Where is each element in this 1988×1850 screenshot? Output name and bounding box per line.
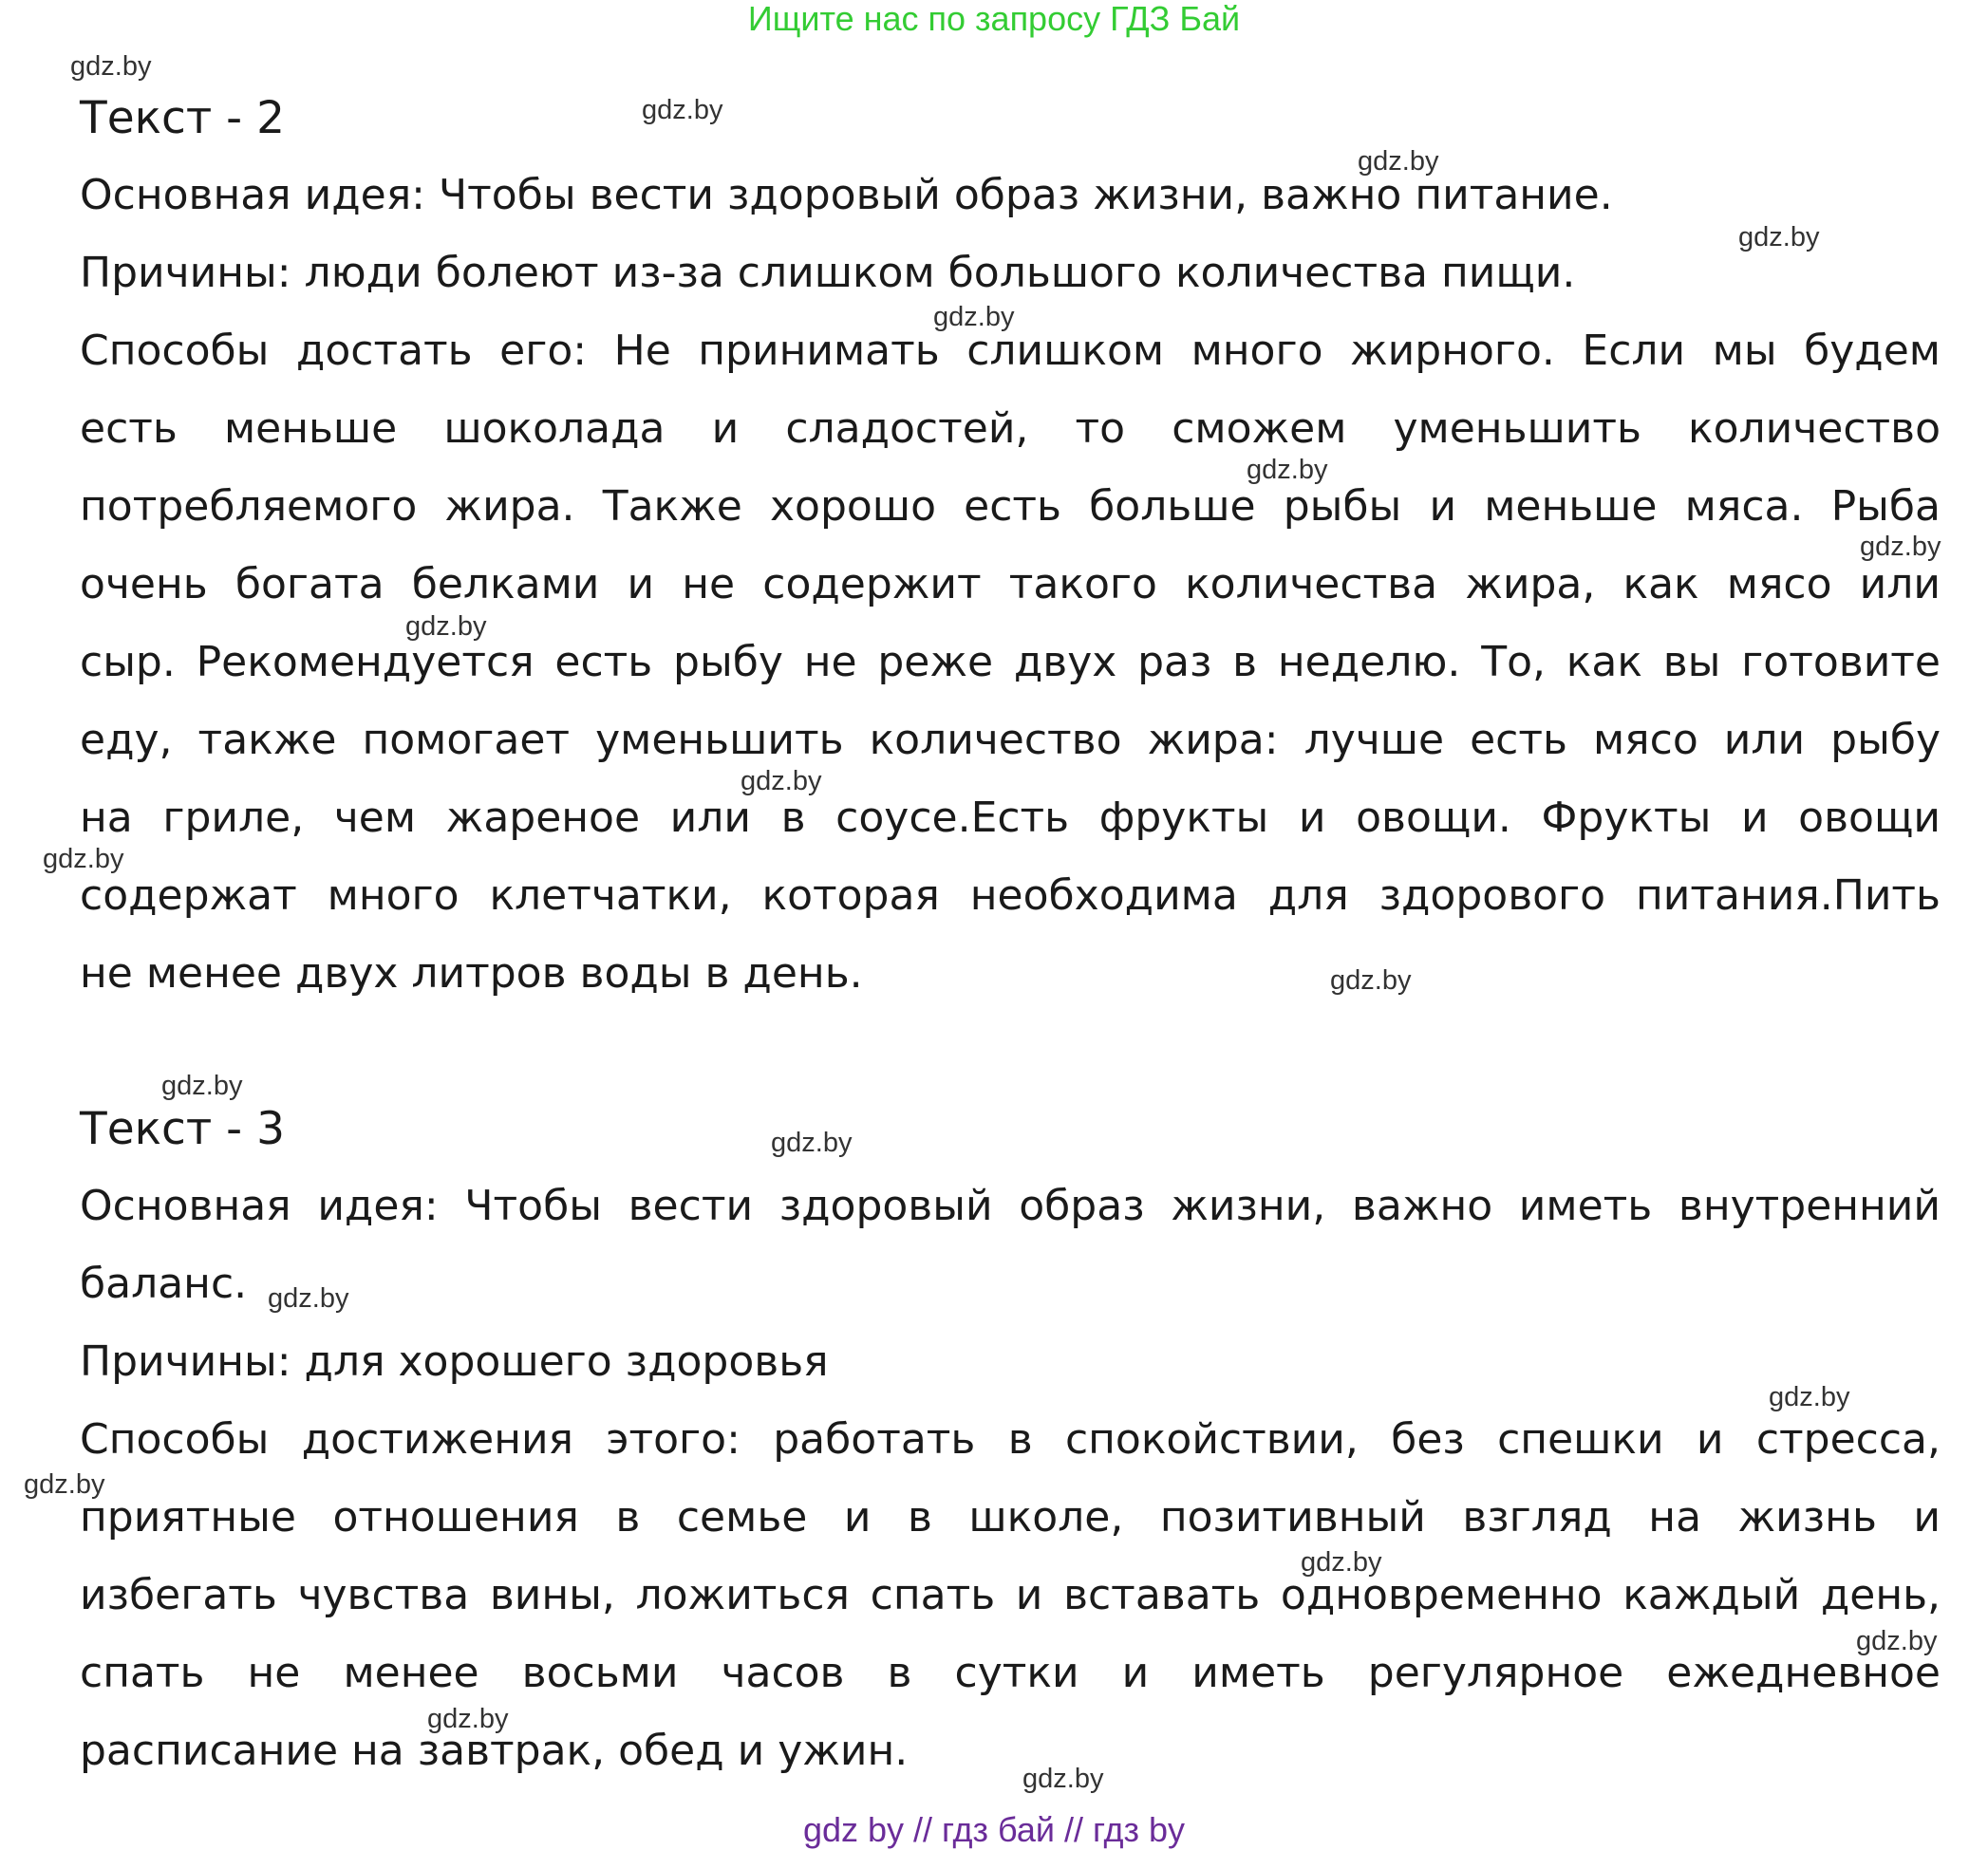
section-3-line: баланс.: [80, 1260, 248, 1308]
watermark: gdz.by: [24, 1469, 105, 1500]
watermark: gdz.by: [43, 844, 124, 874]
watermark: gdz.by: [1301, 1547, 1382, 1578]
header-banner: Ищите нас по запросу ГДЗ Бай: [747, 0, 1241, 38]
section-2-line: содержат много клетчатки, которая необходима для здорового питания.Пить: [80, 871, 1941, 920]
watermark: gdz.by: [1769, 1382, 1850, 1412]
watermark: gdz.by: [642, 95, 723, 125]
watermark: gdz.by: [771, 1128, 853, 1158]
watermark: gdz.by: [405, 611, 487, 642]
watermark: gdz.by: [933, 302, 1015, 332]
section-3-line: приятные отношения в семье и в школе, позитивный взгляд на жизнь и: [80, 1493, 1941, 1542]
section-2-line: не менее двух литров воды в день.: [80, 949, 863, 998]
section-2-line: на гриле, чем жареное или в соусе.Есть фрукты и овощи. Фрукты и овощи: [80, 794, 1941, 842]
section-2-line: очень богата белками и не содержит такого количества жира, как мясо или: [80, 560, 1941, 608]
watermark: gdz.by: [1856, 1626, 1938, 1656]
section-2-line: еду, также помогает уменьшить количество жира: лучше есть мясо или рыбу: [80, 716, 1941, 764]
watermark: gdz.by: [70, 51, 152, 82]
watermark: gdz.by: [1358, 146, 1439, 177]
section-3-line: расписание на завтрак, обед и ужин.: [80, 1727, 909, 1775]
section-3-line: избегать чувства вины, ложиться спать и вставать одновременно каждый день,: [80, 1571, 1941, 1619]
section-3-line: Способы достижения этого: работать в спокойствии, без спешки и стресса,: [80, 1415, 1941, 1464]
section-3-line: спать не менее восьми часов в сутки и иметь регулярное ежедневное: [80, 1649, 1941, 1697]
watermark: gdz.by: [1330, 965, 1412, 996]
watermark: gdz.by: [427, 1704, 509, 1734]
section-2-line: Основная идея: Чтобы вести здоровый образ жизни, важно питание.: [80, 171, 1613, 219]
watermark: gdz.by: [1247, 455, 1328, 485]
section-3-line: Основная идея: Чтобы вести здоровый образ жизни, важно иметь внутренний: [80, 1182, 1941, 1230]
watermark: gdz.by: [268, 1283, 349, 1314]
watermark: gdz.by: [741, 766, 822, 796]
section-2-line: потребляемого жира. Также хорошо есть больше рыбы и меньше мяса. Рыба: [80, 482, 1941, 531]
watermark: gdz.by: [1022, 1764, 1104, 1794]
section-3-line: Причины: для хорошего здоровья: [80, 1337, 829, 1386]
watermark: gdz.by: [1860, 532, 1941, 562]
section-3-title: Текст - 3: [80, 1103, 285, 1155]
watermark: gdz.by: [161, 1071, 243, 1101]
section-2-title: Текст - 2: [80, 92, 285, 144]
section-2-line: Способы достать его: Не принимать слишком много жирного. Если мы будем: [80, 327, 1941, 375]
section-2-line: есть меньше шоколада и сладостей, то сможем уменьшить количество: [80, 404, 1941, 453]
section-2-line: Причины: люди болеют из-за слишком большого количества пищи.: [80, 249, 1576, 297]
footer-banner: gdz by // гдз бай // гдз by: [802, 1810, 1186, 1849]
watermark: gdz.by: [1738, 222, 1820, 252]
section-2-line: сыр. Рекомендуется есть рыбу не реже двух раз в неделю. То, как вы готовите: [80, 638, 1941, 686]
